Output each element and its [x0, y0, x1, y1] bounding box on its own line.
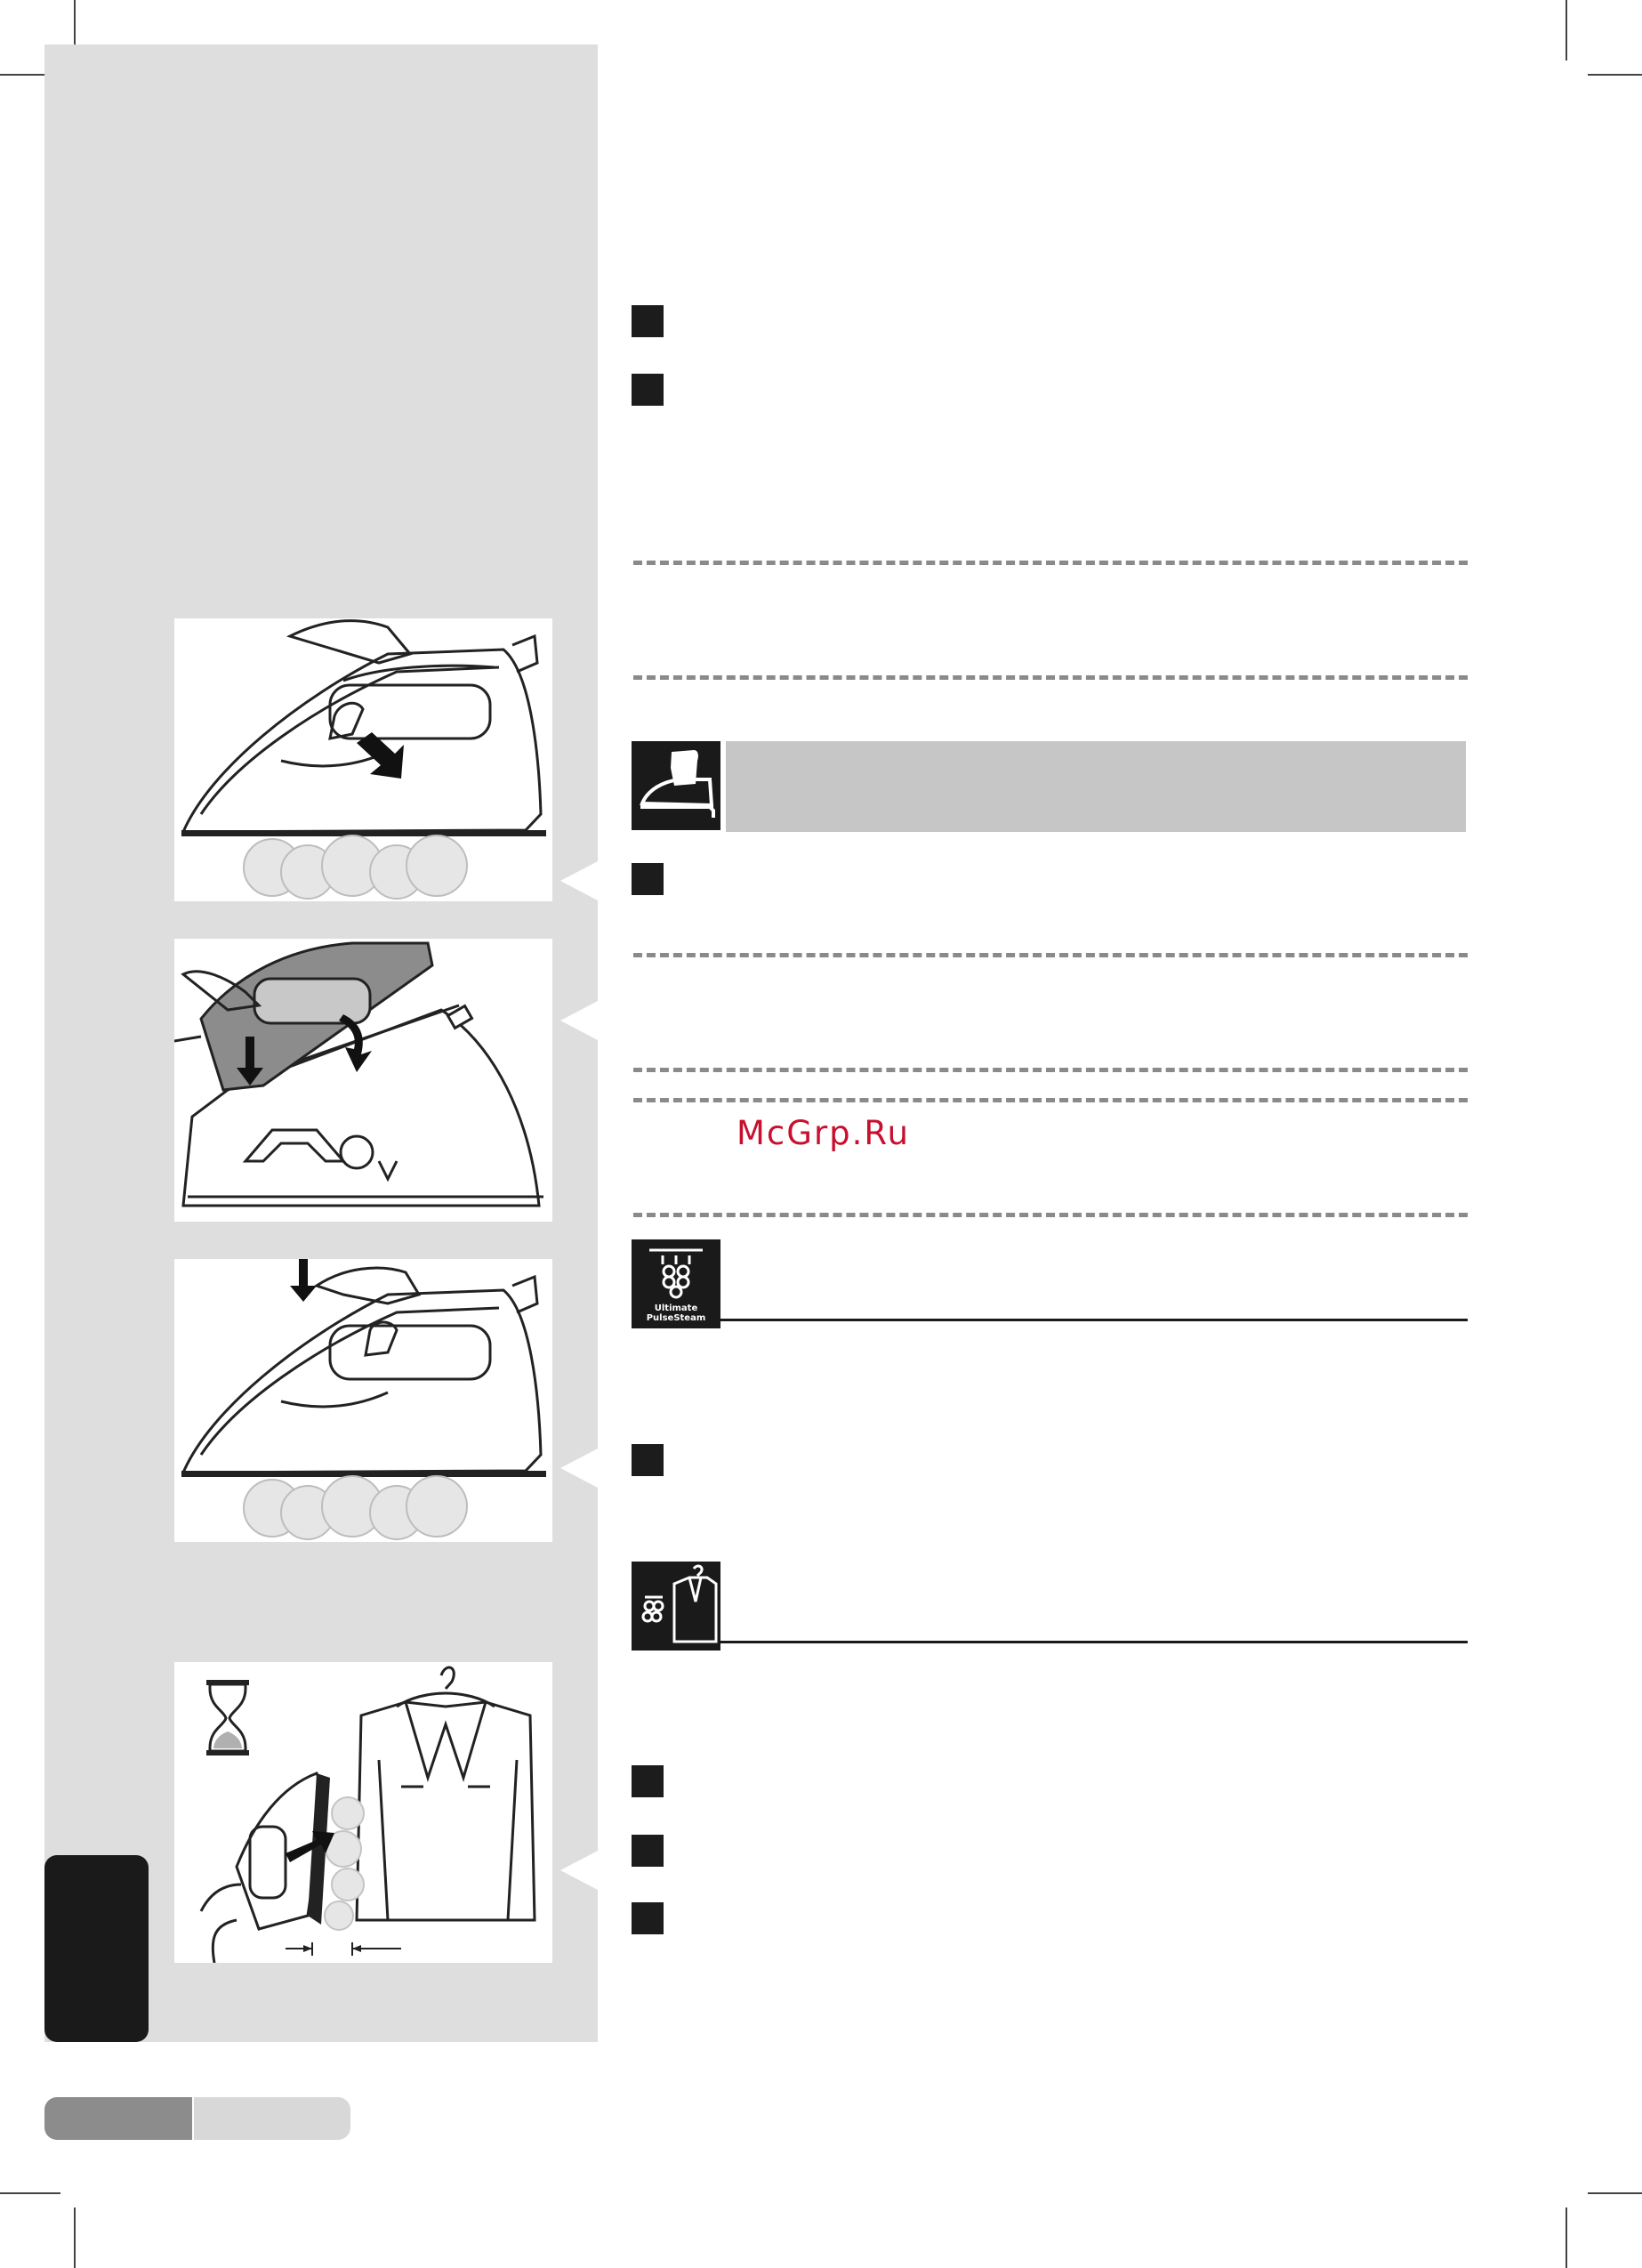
step-bullet	[632, 1902, 664, 1934]
dashed-divider	[633, 1213, 1468, 1217]
crop-mark	[0, 2192, 60, 2194]
crop-mark	[1566, 2207, 1567, 2268]
page-indicator-light	[194, 2097, 350, 2140]
language-tab	[44, 1855, 149, 2042]
crop-mark	[1566, 0, 1567, 61]
page-indicator-dark	[44, 2097, 192, 2140]
crop-mark	[74, 2207, 76, 2268]
dashed-divider	[633, 561, 1468, 565]
section-rule	[720, 1319, 1468, 1321]
panel-pointer	[560, 1001, 598, 1040]
hand-press-iron-icon	[632, 741, 720, 830]
panel-pointer	[560, 1851, 598, 1890]
ultimate-pulsesteam-label-2: PulseSteam	[646, 1313, 706, 1323]
dashed-divider	[633, 1068, 1468, 1072]
panel-pointer	[560, 1449, 598, 1488]
step-bullet	[632, 1765, 664, 1797]
dashed-divider	[633, 953, 1468, 957]
iron-steam-trigger-illustration	[174, 618, 552, 901]
step-bullet	[632, 863, 664, 895]
ultimate-pulsesteam-label-1: Ultimate	[654, 1303, 698, 1313]
dashed-divider	[633, 1098, 1468, 1102]
ultimate-pulsesteam-icon	[632, 1239, 720, 1328]
crop-mark	[1588, 74, 1642, 76]
watermark: McGrp.Ru	[736, 1114, 910, 1152]
panel-pointer	[560, 861, 598, 900]
iron-on-base-lock-illustration	[174, 939, 552, 1222]
vertical-steam-jacket-icon	[632, 1562, 720, 1651]
crop-mark	[1588, 2192, 1642, 2194]
section-rule	[720, 1641, 1468, 1643]
iron-pulse-steam-button-illustration	[174, 1259, 552, 1542]
vertical-steaming-jacket-illustration	[174, 1662, 552, 1963]
hourglass-icon	[206, 1680, 249, 1755]
step-bullet	[632, 1444, 664, 1476]
step-bullet	[632, 1835, 664, 1867]
manual-steam-banner	[726, 741, 1466, 832]
dashed-divider	[633, 675, 1468, 680]
step-bullet	[632, 374, 664, 406]
step-bullet	[632, 305, 664, 337]
